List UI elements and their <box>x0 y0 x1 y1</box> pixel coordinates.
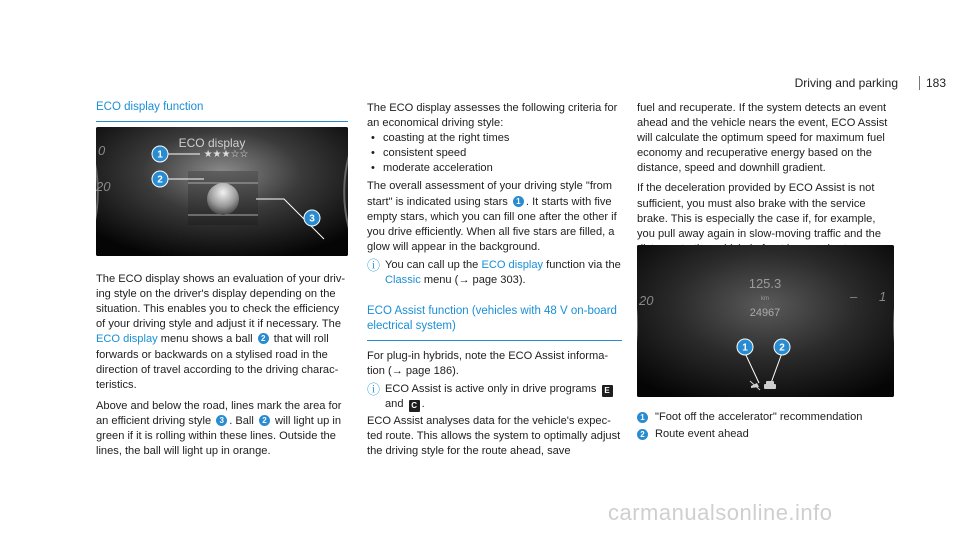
callout-badge-2: 2 <box>259 415 270 426</box>
paragraph-star-assessment <box>367 179 622 254</box>
callout-badge-3: 3 <box>216 415 227 426</box>
legend-item-2 <box>637 427 894 442</box>
text-run: You can call up the <box>385 258 482 271</box>
page-number: 183 <box>925 76 946 90</box>
callout-2: 2 <box>779 342 785 354</box>
watermark: carmanualsonline.info <box>608 500 833 525</box>
text-run: . It starts with five empty stars, which you can fill one after the other if you drive efficiently. When all five stars are filled, a glow will appear in the background. <box>367 195 617 253</box>
link-eco-display[interactable]: ECO display <box>96 333 158 346</box>
eco-assist-illustration <box>637 245 894 397</box>
distance-readout: 125.3 <box>748 276 782 291</box>
note-text <box>385 258 622 288</box>
running-head: Driving and parking <box>794 76 898 90</box>
eco-ball <box>207 183 239 215</box>
link-classic-menu[interactable]: Classic <box>385 274 421 287</box>
callout-1: 1 <box>742 342 748 354</box>
callout-1: 1 <box>157 149 163 161</box>
legend-item-1 <box>637 410 894 425</box>
list-item: • consistent speed <box>367 146 622 161</box>
text-run: The overall assessment of your driving style "from start" is indicated using stars <box>367 180 613 208</box>
note-text <box>385 382 622 412</box>
svg-text:–: – <box>850 289 858 304</box>
drive-program-e-icon: E <box>602 385 613 397</box>
svg-text:20: 20 <box>96 179 111 194</box>
eco-screen-title: ECO display <box>178 136 246 150</box>
legend-text: Route event ahead <box>655 428 749 440</box>
column-middle <box>367 101 622 459</box>
figure-legend <box>637 410 894 444</box>
note-eco-display-menu <box>367 258 622 288</box>
paragraph-eco-assist-analysis: ECO Assist analyses data for the vehicle's expected route. This allows the system to optimally adjust the driving style for the route ahead, save <box>367 414 621 457</box>
callout-badge-2: 2 <box>258 333 269 344</box>
info-icon: ⓘ <box>367 381 381 397</box>
header-divider <box>919 76 920 90</box>
link-eco-display[interactable]: ECO display <box>481 258 544 271</box>
paragraph-criteria-intro: The ECO display assesses the following criteria for an economical driving style: <box>367 102 618 130</box>
text-run: menu shows a ball <box>157 333 256 346</box>
column-right <box>637 101 894 257</box>
drive-program-c-icon: C <box>409 400 420 412</box>
legend-text: "Foot off the accelerator" recommendation <box>655 411 863 423</box>
paragraph-eco-display-intro <box>96 272 348 393</box>
text-run: . <box>421 397 425 410</box>
text-run: menu (→ page 303). <box>420 274 526 287</box>
eco-assist-figure <box>637 245 894 397</box>
eco-display-illustration <box>96 127 348 256</box>
paragraph-efficient-lines <box>96 399 348 459</box>
info-icon: ⓘ <box>367 257 381 273</box>
text-run: and <box>385 397 407 410</box>
criteria-list <box>367 131 622 176</box>
paragraph-plug-in-hybrids: For plug-in hybrids, note the ECO Assist information (→ page 186). <box>367 350 609 378</box>
text-run: that will roll forwards or backwards on a stylised road in the direction of travel according to the driving characteristics. <box>96 333 339 391</box>
text-run: will light up in green if it is rolling within these lines. Outside the lines, the ball will light up in orange. <box>96 414 342 458</box>
section-heading-eco-assist: ECO Assist function (vehicles with 48 V on-board electrical system) <box>367 304 622 341</box>
list-item: • moderate acceleration <box>367 161 622 176</box>
text-run: . Ball <box>229 414 257 427</box>
paragraph-eco-assist-calc: fuel and recuperate. If the system detects an event ahead and the vehicle nears the event, ECO Assist will calculate the optimum speed for maximum fuel economy and recuperative energy based on the distance, speed and downhill gradient. <box>637 102 888 175</box>
text-run: ECO Assist is active only in drive programs <box>385 382 600 395</box>
paragraph-deceleration: If the deceleration provided by ECO Assist is not sufficient, you must also brake with the service brake. This is especially the case if, for example, you pull away again in slow-moving traffic and the <box>637 182 881 240</box>
svg-text:1: 1 <box>879 289 887 304</box>
distance-unit: km <box>761 296 769 302</box>
callout-badge-1: 1 <box>513 196 524 207</box>
text-run: Above and below the road, lines mark the area for an efficient driving style <box>96 399 342 427</box>
list-item: • coasting at the right times <box>367 131 622 146</box>
section-heading-eco-display: ECO display function <box>96 100 348 122</box>
callout-2: 2 <box>157 174 163 186</box>
callout-badge-1: 1 <box>637 412 648 423</box>
text-run: The ECO display shows an evaluation of your driving style on the driver's display depending on the situation. This enables you to check the efficiency of your driving style and adjust it if necessary. The <box>96 273 346 331</box>
odometer: 24967 <box>749 307 781 319</box>
svg-text:20: 20 <box>639 293 654 308</box>
star-rating: ★★★☆☆ <box>203 149 249 160</box>
svg-text:0: 0 <box>98 143 106 158</box>
note-drive-programs <box>367 382 622 412</box>
eco-display-figure <box>96 127 348 256</box>
callout-badge-2: 2 <box>637 429 648 440</box>
text-run: function via the <box>543 258 621 271</box>
callout-3: 3 <box>309 213 315 225</box>
